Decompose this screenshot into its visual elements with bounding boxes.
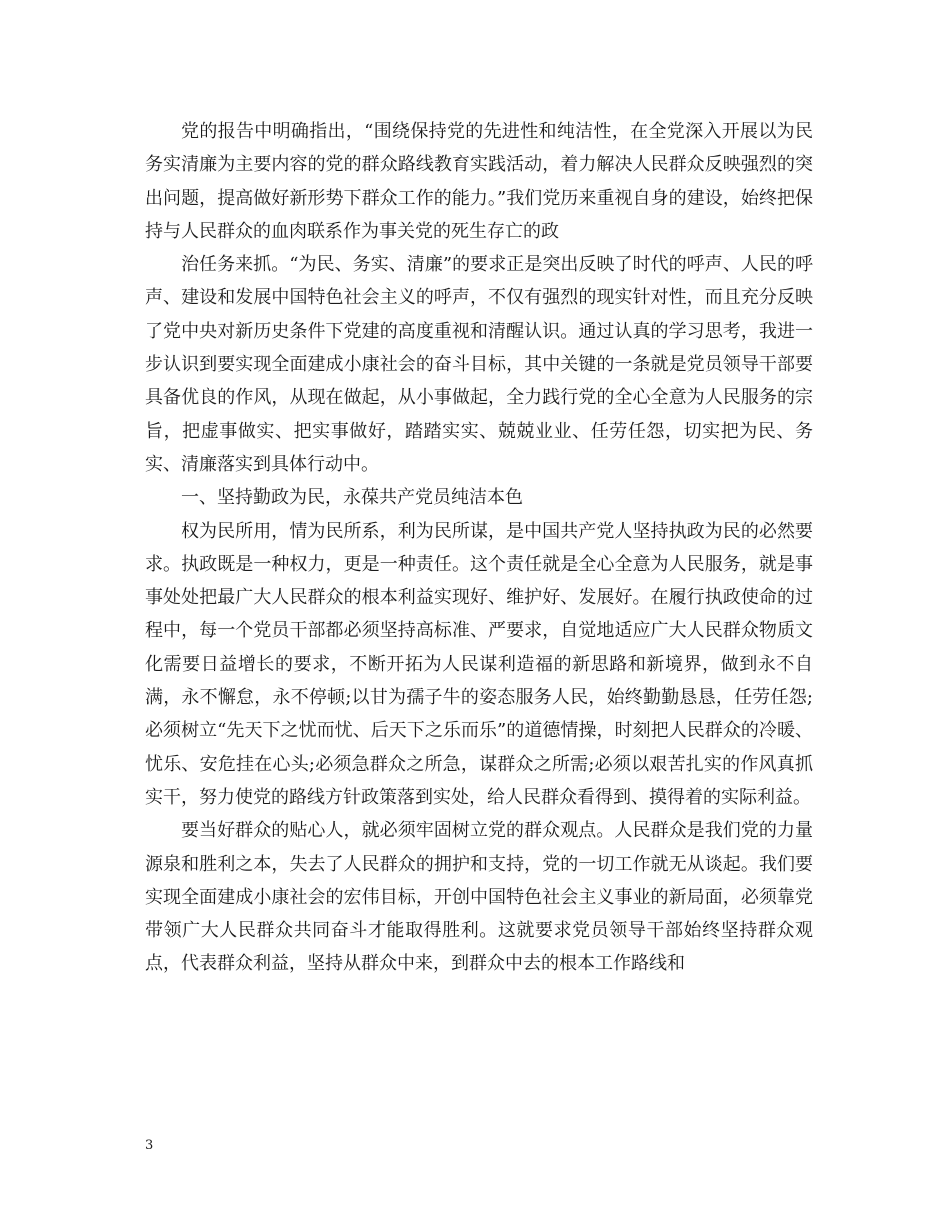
paragraph-3: 权为民所用，情为民所系，利为民所谋，是中国共产党人坚持执政为民的必然要求。执政既是一种权力，更是一种责任。这个责任就是全心全意为人民服务，就是事事处处把最广大人民群众的根本利益实现好、维护好、发展好。在履行执政使命的过程中，每一个党员干部都必须坚持高标准、严要求，自觉地适应广大人民群众物质文化需要日益增长的要求，不断开拓为人民谋利造福的新思路和新境界，做到永不自满，永不懈怠，永不停顿;以甘为孺子牛的姿态服务人民，始终勤勤恳恳，任劳任怨;必须树立“先天下之忧而忧、后天下之乐而乐”的道德情操，时刻把人民群众的冷暖、忧乐、安危挂在心头;必须急群众之所急，谋群众之所需;必须以艰苦扎实的作风真抓实干，努力使党的路线方针政策落到实处，给人民群众看得到、摸得着的实际利益。 (145, 520, 813, 808)
paragraph-4: 要当好群众的贴心人，就必须牢固树立党的群众观点。人民群众是我们党的力量源泉和胜利之本，失去了人民群众的拥护和支持，党的一切工作就无从谈起。我们要实现全面建成小康社会的宏伟目标，开创中国特色社会主义事业的新局面，必须靠党带领广大人民群众共同奋斗才能取得胜利。这就要求党员领导干部始终坚持群众观点，代表群众利益，坚持从群众中来，到群众中去的根本工作路线和 (145, 820, 813, 975)
paragraph-1: 党的报告中明确指出，“围绕保持党的先进性和纯洁性，在全党深入开展以为民务实清廉为主要内容的党的群众路线教育实践活动，着力解决人民群众反映强烈的突出问题，提高做好新形势下群众工作的能力。”我们党历来重视自身的建设，始终把保持与人民群众的血肉联系作为事关党的死生存亡的政 (145, 121, 813, 242)
section-heading-1: 一、坚持勤政为民，永葆共产党员纯洁本色 (181, 487, 523, 509)
paragraph-2: 治任务来抓。“为民、务实、清廉”的要求正是突出反映了时代的呼声、人民的呼声、建设和发展中国特色社会主义的呼声，不仅有强烈的现实针对性，而且充分反映了党中央对新历史条件下党建的高度重视和清醒认识。通过认真的学习思考，我进一步认识到要实现全面建成小康社会的奋斗目标，其中关键的一条就是党员领导干部要具备优良的作风，从现在做起，从小事做起，全力践行党的全心全意为人民服务的宗旨，把虚事做实、把实事做好，踏踏实实、兢兢业业、任劳任怨，切实把为民、务实、清廉落实到具体行动中。 (145, 254, 813, 475)
page-number: 3 (145, 1138, 154, 1153)
document-page (145, 115, 813, 981)
